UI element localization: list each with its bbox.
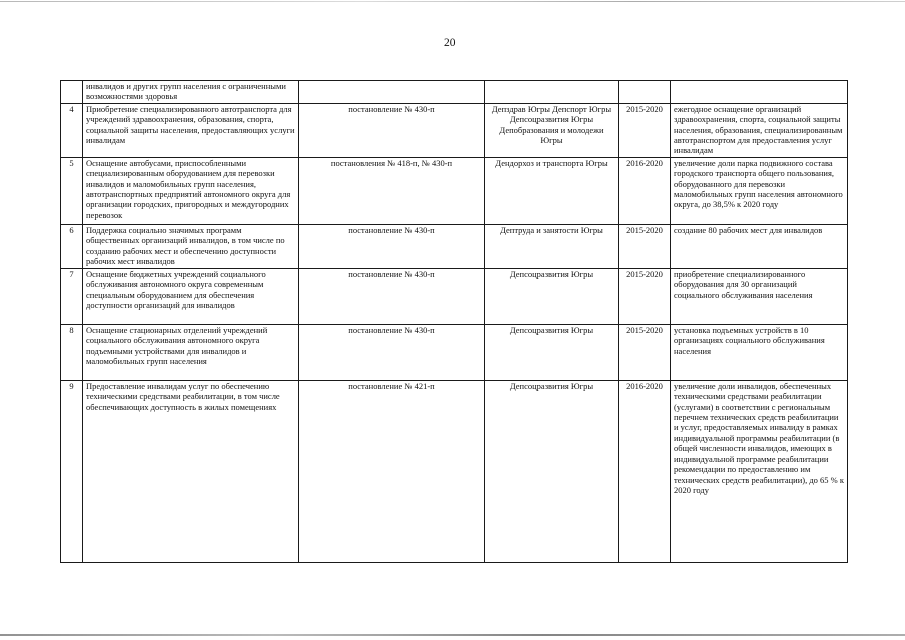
row-number: 8 [61,324,83,380]
responsible-body: Депсоцразвития Югры [485,324,619,380]
implementation-period: 2015-2020 [619,268,671,324]
page-number: 20 [444,37,456,49]
legal-basis: постановления № 418-п, № 430-п [299,157,485,224]
legal-basis: постановление № 430-п [299,324,485,380]
implementation-period: 2015-2020 [619,224,671,268]
table-row [61,324,848,380]
row-number [61,81,83,104]
responsible-body: Дендорхоз и транспорта Югры [485,157,619,224]
measures-table [60,80,848,563]
measure-name: Предоставление инвалидам услуг по обеспечению техническими средствами реабилитации, в том числе обеспечивающих доступность в жилых помещениях [83,380,299,562]
expected-result: установка подъемных устройств в 10 организациях социального обслуживания населения [671,324,848,380]
measure-name: Оснащение стационарных отделений учреждений социального обслуживания автономного округа подъемными устройствами для инвалидов и маломобильных групп населения [83,324,299,380]
implementation-period: 2016-2020 [619,157,671,224]
measure-name: Поддержка социально значимых программ общественных организаций инвалидов, в том числе по созданию рабочих мест и обеспечению доступности рабочих мест инвалидов [83,224,299,268]
measure-name: инвалидов и других групп населения с ограниченными возможностями здоровья [83,81,299,104]
responsible-body: Депсоцразвития Югры [485,380,619,562]
implementation-period: 2015-2020 [619,324,671,380]
legal-basis [299,81,485,104]
table-row [61,224,848,268]
legal-basis: постановление № 430-п [299,224,485,268]
measure-name: Оснащение бюджетных учреждений социального обслуживания автономного округа современным специальным оборудованием для обеспечения доступности организаций для инвалидов [83,268,299,324]
expected-result: ежегодное оснащение организаций здравоохранения, спорта, социальной защиты населения, образования, специализированным автотранспортом для предоставления услуг инвалидам [671,103,848,157]
scan-edge-bottom [0,634,905,636]
row-number: 7 [61,268,83,324]
expected-result: увеличение доли инвалидов, обеспеченных техническими средствами реабилитации (услугами) в соответствии с региональным перечнем технических средств реабилитации и услуг, предоставляемых инвалиду в рамках индивидуальной программы реабилитации (в общей численности инвалидов, имеющих в индивидуальной программе реабилитации рекомендации по предоставлению им технических средств реабилитации), до 65 % к 2020 году [671,380,848,562]
responsible-body: Депсоцразвития Югры [485,268,619,324]
row-number: 4 [61,103,83,157]
legal-basis: постановление № 430-п [299,268,485,324]
implementation-period: 2016-2020 [619,380,671,562]
table-row [61,81,848,104]
responsible-body [485,81,619,104]
scan-edge-top [0,1,905,2]
expected-result: приобретение специализированного оборудования для 30 организаций социального обслуживания населения [671,268,848,324]
implementation-period: 2015-2020 [619,103,671,157]
row-number: 6 [61,224,83,268]
expected-result: увеличение доли парка подвижного состава городского транспорта общего пользования, оборудованного для перевозки маломобильных групп населения автономного округа, до 38,5% к 2020 году [671,157,848,224]
responsible-body: Дептруда и занятости Югры [485,224,619,268]
responsible-body: Депздрав Югры Депспорт Югры Депсоцразвития Югры Депобразования и молодежи Югры [485,103,619,157]
row-number: 9 [61,380,83,562]
table-row [61,103,848,157]
legal-basis: постановление № 430-п [299,103,485,157]
measure-name: Оснащение автобусами, приспособленными специализированным оборудованием для перевозки инвалидов и маломобильных групп населения, автотранспортных предприятий автономного округа для организации городских, пригородных и междугородних перевозок [83,157,299,224]
expected-result: создание 80 рабочих мест для инвалидов [671,224,848,268]
measure-name: Приобретение специализированного автотранспорта для учреждений здравоохранения, образования, спорта, социальной защиты населения, предоставляющих услуги инвалидам [83,103,299,157]
legal-basis: постановление № 421-п [299,380,485,562]
table-row [61,268,848,324]
implementation-period [619,81,671,104]
table-row [61,157,848,224]
table-row [61,380,848,562]
row-number: 5 [61,157,83,224]
expected-result [671,81,848,104]
